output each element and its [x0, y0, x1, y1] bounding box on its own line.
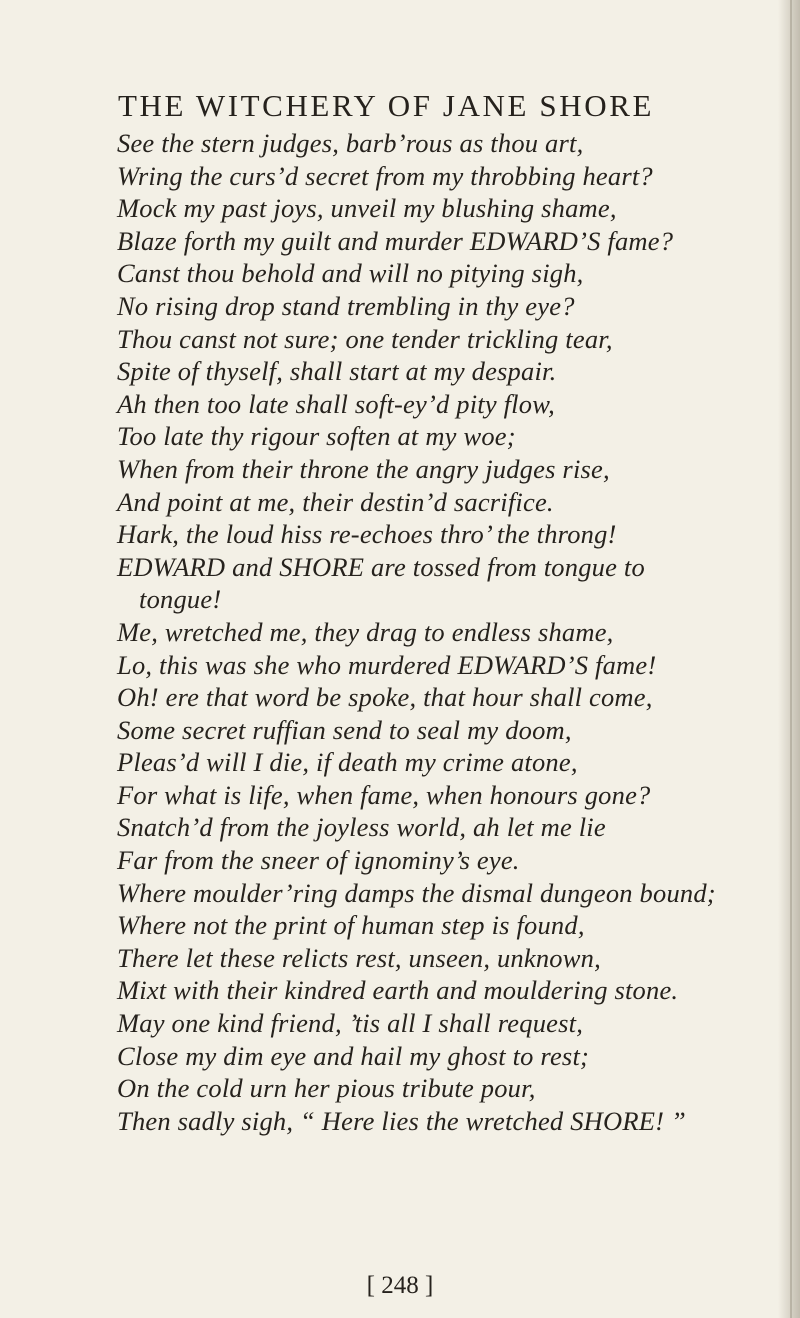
- poem-line: When from their throne the angry judges rise,: [117, 453, 610, 484]
- running-title: THE WITCHERY OF JANE SHORE: [118, 88, 655, 123]
- poem-line: Some secret ruffian send to seal my doom,: [117, 714, 572, 745]
- poem-line: Far from the sneer of ignominy’s eye.: [117, 845, 520, 876]
- poem-line: Too late thy rigour soften at my woe;: [117, 421, 516, 452]
- poem-line: No rising drop stand trembling in thy eye?: [117, 290, 575, 321]
- poem-line: Blaze forth my guilt and murder EDWARD’S fame?: [117, 225, 674, 256]
- poem-line: Snatch’d from the joyless world, ah let me lie: [117, 812, 606, 843]
- poem-line: Ah then too late shall soft-ey’d pity flow,: [117, 388, 555, 419]
- poem-line: Me, wretched me, they drag to endless shame,: [117, 616, 614, 647]
- poem-line: And point at me, their destin’d sacrifice.: [117, 486, 554, 517]
- poem-line: Where not the print of human step is found,: [117, 910, 585, 941]
- poem-line: Mock my past joys, unveil my blushing shame,: [117, 193, 617, 224]
- poem-line: Canst thou behold and will no pitying sigh,: [117, 258, 584, 289]
- poem-line: See the stern judges, barb’rous as thou art,: [117, 128, 584, 158]
- poem-line: May one kind friend, ’tis all I shall request,: [117, 1008, 584, 1039]
- page-edge-line: [790, 0, 792, 1318]
- poem-line: Pleas’d will I die, if death my crime atone,: [117, 747, 578, 778]
- poem-line: Mixt with their kindred earth and mouldering stone.: [117, 975, 679, 1006]
- poem-line: Thou canst not sure; one tender trickling tear,: [117, 323, 613, 354]
- poem-line: Spite of thyself, shall start at my despair.: [117, 356, 557, 387]
- poem-line: Then sadly sigh, “ Here lies the wretched SHORE! ”: [117, 1105, 686, 1136]
- poem-line: EDWARD and SHORE are tossed from tongue to: [117, 551, 645, 582]
- poem-line: Wring the curs’d secret from my throbbing heart?: [117, 160, 653, 191]
- poem-line: Close my dim eye and hail my ghost to rest;: [117, 1040, 590, 1071]
- poem-line: Where moulder’ring damps the dismal dungeon bound;: [117, 877, 716, 908]
- poem-line: For what is life, when fame, when honours gone?: [117, 779, 651, 810]
- poem-line: Hark, the loud hiss re-echoes thro’ the throng!: [117, 519, 617, 550]
- poem-line: There let these relicts rest, unseen, unknown,: [117, 942, 601, 973]
- poem-line: Oh! ere that word be spoke, that hour shall come,: [117, 682, 653, 713]
- poem-body: [117, 127, 787, 1137]
- poem-line: Lo, this was she who murdered EDWARD’S fame!: [117, 649, 657, 680]
- page-number: [ 248 ]: [366, 1272, 434, 1299]
- poem-line-continuation: tongue!: [139, 584, 222, 615]
- poem-line: On the cold urn her pious tribute pour,: [117, 1073, 536, 1104]
